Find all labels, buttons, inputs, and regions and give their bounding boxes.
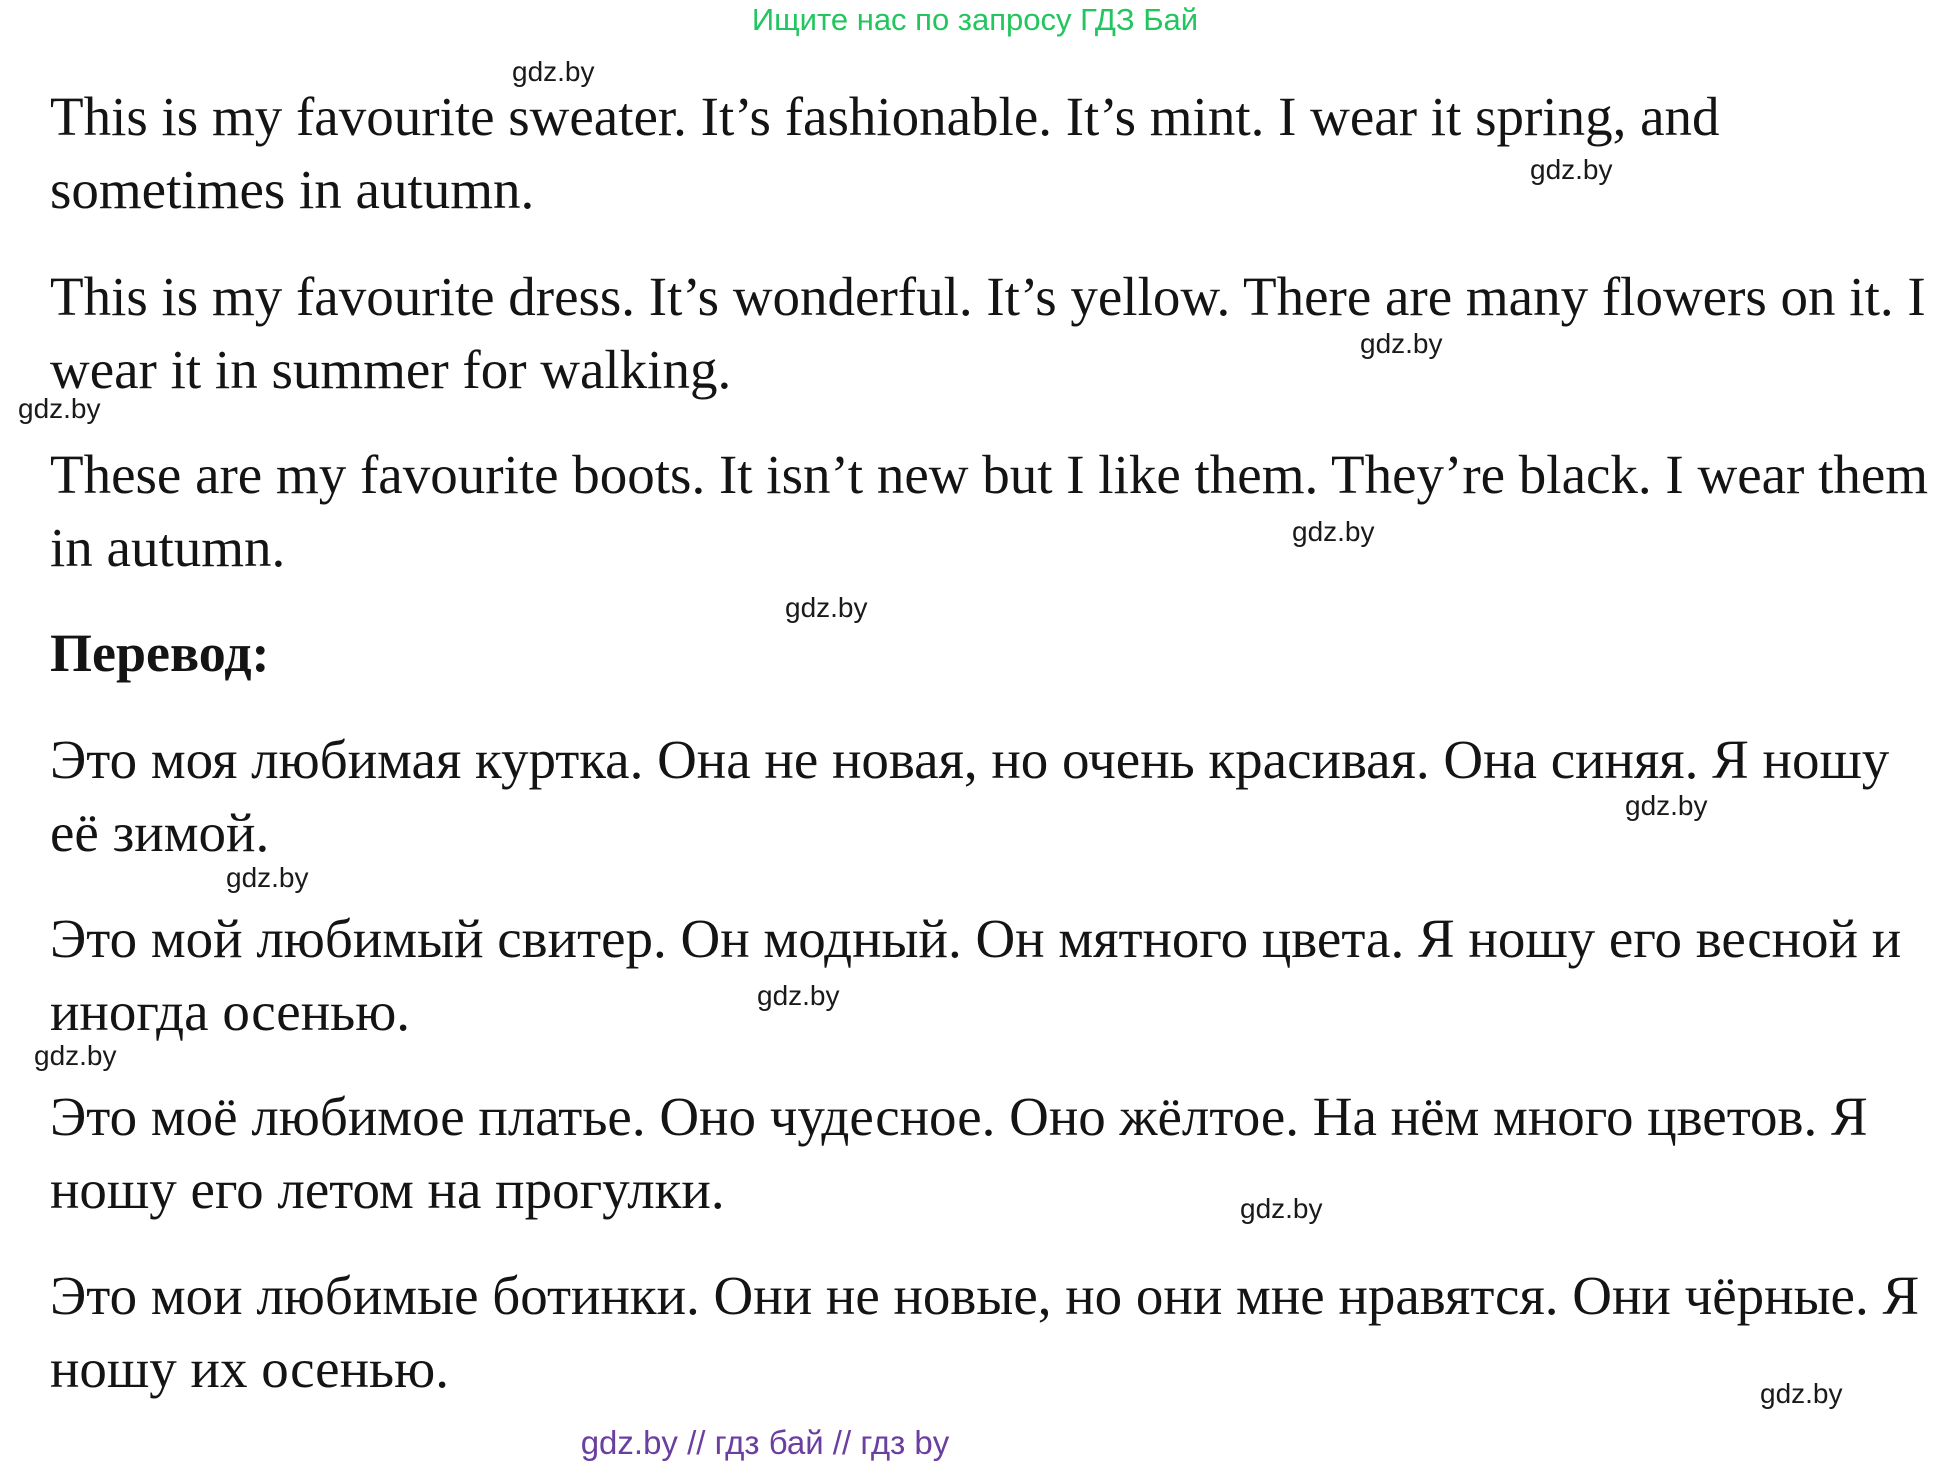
watermark: gdz.by bbox=[1360, 328, 1443, 359]
russian-paragraph-jacket: Это моя любимая куртка. Она не новая, но очень красивая. Она синяя. Я ношу её зимой. bbox=[50, 729, 1890, 863]
watermark: gdz.by bbox=[34, 1040, 117, 1071]
watermark: gdz.by bbox=[1760, 1378, 1843, 1409]
english-paragraph-dress: This is my favourite dress. It’s wonderful. It’s yellow. There are many flowers on it. I wear it in summer for walking. bbox=[50, 266, 1926, 400]
russian-paragraph-boots: Это мои любимые ботинки. Они не новые, но они мне нравятся. Они чёрные. Я ношу их осенью. bbox=[50, 1265, 1920, 1399]
watermark: gdz.by bbox=[226, 862, 309, 893]
english-paragraph-sweater: This is my favourite sweater. It’s fashionable. It’s mint. I wear it spring, and sometimes in autumn. bbox=[50, 86, 1720, 220]
watermark: gdz.by bbox=[1292, 516, 1375, 547]
watermark: gdz.by bbox=[1625, 790, 1708, 821]
search-banner: Ищите нас по запросу ГДЗ Бай bbox=[751, 2, 1199, 37]
watermark: gdz.by bbox=[757, 980, 840, 1011]
watermark: gdz.by bbox=[1530, 154, 1613, 185]
russian-paragraph-sweater: Это мой любимый свитер. Он модный. Он мятного цвета. Я ношу его весной и иногда осенью. bbox=[50, 908, 1902, 1042]
footer-links: gdz.by // гдз бай // гдз by bbox=[580, 1424, 950, 1461]
watermark: gdz.by bbox=[785, 592, 868, 623]
translation-heading: Перевод: bbox=[50, 623, 270, 683]
russian-paragraph-dress: Это моё любимое платье. Оно чудесное. Оно жёлтое. На нём много цветов. Я ношу его летом на прогулки. bbox=[50, 1086, 1868, 1220]
watermark: gdz.by bbox=[1240, 1193, 1323, 1224]
english-paragraph-boots: These are my favourite boots. It isn’t new but I like them. They’re black. I wear them in autumn. bbox=[50, 444, 1929, 578]
watermark: gdz.by bbox=[18, 393, 101, 424]
watermark: gdz.by bbox=[512, 56, 595, 87]
